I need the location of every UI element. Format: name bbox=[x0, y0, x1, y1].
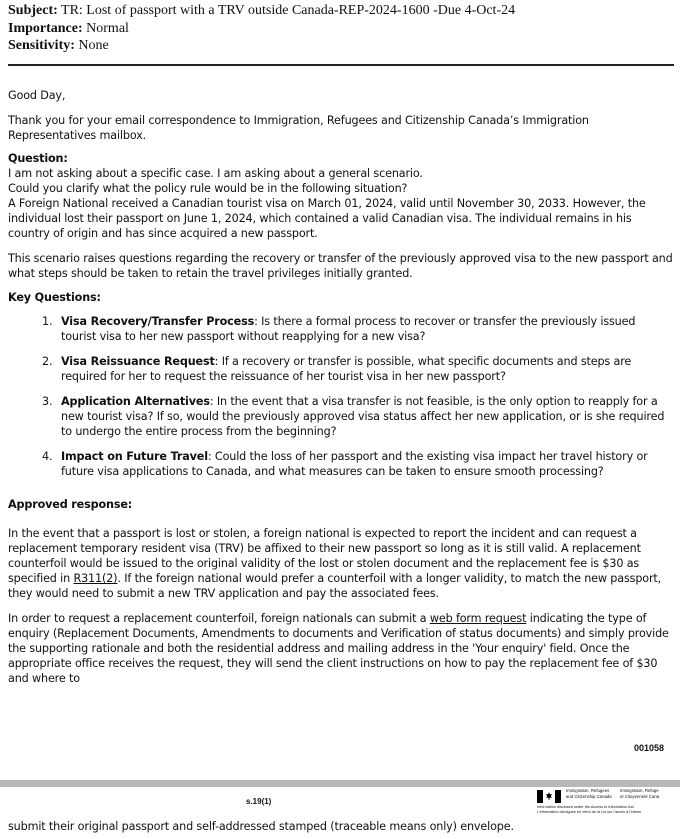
item-text: : If a recovery or transfer is possible, what specific documents and steps are required for her to request the reissuance of her tourist visa in her new passport? bbox=[61, 355, 632, 383]
importance-value: Normal bbox=[86, 20, 129, 36]
importance-line bbox=[8, 20, 515, 38]
item-text: : In the event that a visa transfer is not feasible, is the only option to reapply for a new tourist visa? If so, would the previously approved visa status affect her new application, or is she required to undergo the entire process from the beginning? bbox=[61, 395, 665, 438]
key-question-item bbox=[8, 314, 673, 344]
sensitivity-value: None bbox=[78, 38, 109, 53]
response-text: In the event that a passport is lost or stolen, a foreign national is expected to report the incident and can request a replacement temporary resident visa (TRV) be affixed to their new passport so long as it is still valid. A replacement counterfoil would be issued to the original validity of the lost or stolen document and the replacement fee is $30 as specified in bbox=[8, 527, 641, 585]
item-text: : Is there a formal process to recover or transfer the previously issued tourist visa to her new passport without reapplying for a new visa? bbox=[61, 315, 636, 343]
regulation-link[interactable]: R311(2) bbox=[73, 572, 118, 585]
sensitivity-label: Sensitivity: bbox=[8, 38, 75, 53]
continuation-text: submit their original passport and self-addressed stamped (traceable means only) envelope. bbox=[8, 820, 514, 833]
ircc-logo bbox=[537, 788, 680, 824]
key-question-item bbox=[8, 394, 673, 439]
ati-notice bbox=[537, 805, 680, 815]
question-line: Could you clarify what the policy rule would be in the following situation? bbox=[8, 182, 408, 195]
dept-en: Immigration, Refugees bbox=[566, 788, 610, 793]
response-paragraph-1 bbox=[8, 526, 673, 601]
approved-response-label: Approved response: bbox=[8, 498, 133, 511]
key-question-item bbox=[8, 449, 673, 479]
question-line: I am not asking about a specific case. I am asking about a general scenario. bbox=[8, 167, 423, 180]
item-number: 2. bbox=[42, 355, 53, 368]
subject-label: Subject: bbox=[8, 3, 58, 18]
item-title: Visa Reissuance Request bbox=[61, 355, 215, 368]
item-text: : Could the loss of her passport and the existing visa impact her travel history or future visa applications to Canada, and what measures can be taken to ensure smooth processing? bbox=[61, 450, 648, 478]
dept-en: and Citizenship Canada bbox=[566, 794, 612, 799]
ati-en: Information disclosed under the Access to Information Act bbox=[537, 805, 634, 809]
canada-flag-icon bbox=[537, 790, 561, 803]
page-number: 001058 bbox=[633, 743, 664, 753]
subject-line bbox=[8, 2, 515, 20]
thanks-paragraph: Thank you for your email correspondence to Immigration, Refugees and Citizenship Canada’s Immigration Representatives mailbox. bbox=[8, 114, 589, 142]
response-text: indicating the type of enquiry (Replacement Documents, Amendments to documents and Verification of status documents) and simply provide the supporting rationale and both the residential address and mailing address in the 'Your enquiry' field. Once the appropriate office receives the request, they will send the client instructions on how to pay the replacement fee of $30 and where to bbox=[8, 612, 669, 685]
response-paragraph-2 bbox=[8, 611, 673, 686]
item-number: 4. bbox=[42, 450, 53, 463]
email-header bbox=[8, 2, 515, 55]
scenario-paragraph: This scenario raises questions regarding the recovery or transfer of the previously approved visa to the new passport and what steps should be taken to retain the travel privileges initially granted. bbox=[8, 252, 673, 280]
subject-value: TR: Lost of passport with a TRV outside Canada-REP-2024-1600 -Due 4-Oct-24 bbox=[61, 3, 516, 18]
key-question-item bbox=[8, 354, 673, 384]
key-questions-label: Key Questions: bbox=[8, 291, 101, 304]
ati-fr: L'information divulguée en vertu de la Loi sur l'accès à l'inform bbox=[537, 810, 642, 814]
email-body bbox=[8, 88, 673, 696]
importance-label: Importance: bbox=[8, 20, 83, 36]
dept-fr: Immigration, Refuge bbox=[620, 788, 659, 793]
header-divider bbox=[8, 64, 674, 66]
greeting: Good Day, bbox=[8, 89, 66, 102]
question-line: A Foreign National received a Canadian tourist visa on March 01, 2024, valid until November 30, 2033. However, the individual lost their passport on June 1, 2024, which contained a valid Canadian visa. The individual remains in his country of origin and has since acquired a new passport. bbox=[8, 197, 646, 240]
web-form-link[interactable]: web form request bbox=[429, 612, 527, 625]
item-title: Impact on Future Travel bbox=[61, 450, 208, 463]
item-number: 3. bbox=[42, 395, 53, 408]
item-title: Visa Recovery/Transfer Process bbox=[61, 315, 255, 328]
item-number: 1. bbox=[42, 315, 53, 328]
item-title: Application Alternatives bbox=[61, 395, 210, 408]
sensitivity-line bbox=[8, 37, 515, 55]
department-name bbox=[566, 788, 676, 800]
dept-fr: et Citoyenneté Cana bbox=[620, 794, 660, 799]
page-break-bar bbox=[0, 780, 680, 787]
response-text: In order to request a replacement counterfoil, foreign nationals can submit a bbox=[8, 612, 430, 625]
exemption-code: s.19(1) bbox=[246, 797, 272, 806]
response-text: . If the foreign national would prefer a counterfoil with a longer validity, to match the new passport, they would need to submit a new TRV application and pay the associated fees. bbox=[8, 572, 662, 600]
key-questions-list bbox=[8, 314, 673, 479]
question-label: Question: bbox=[8, 152, 68, 165]
